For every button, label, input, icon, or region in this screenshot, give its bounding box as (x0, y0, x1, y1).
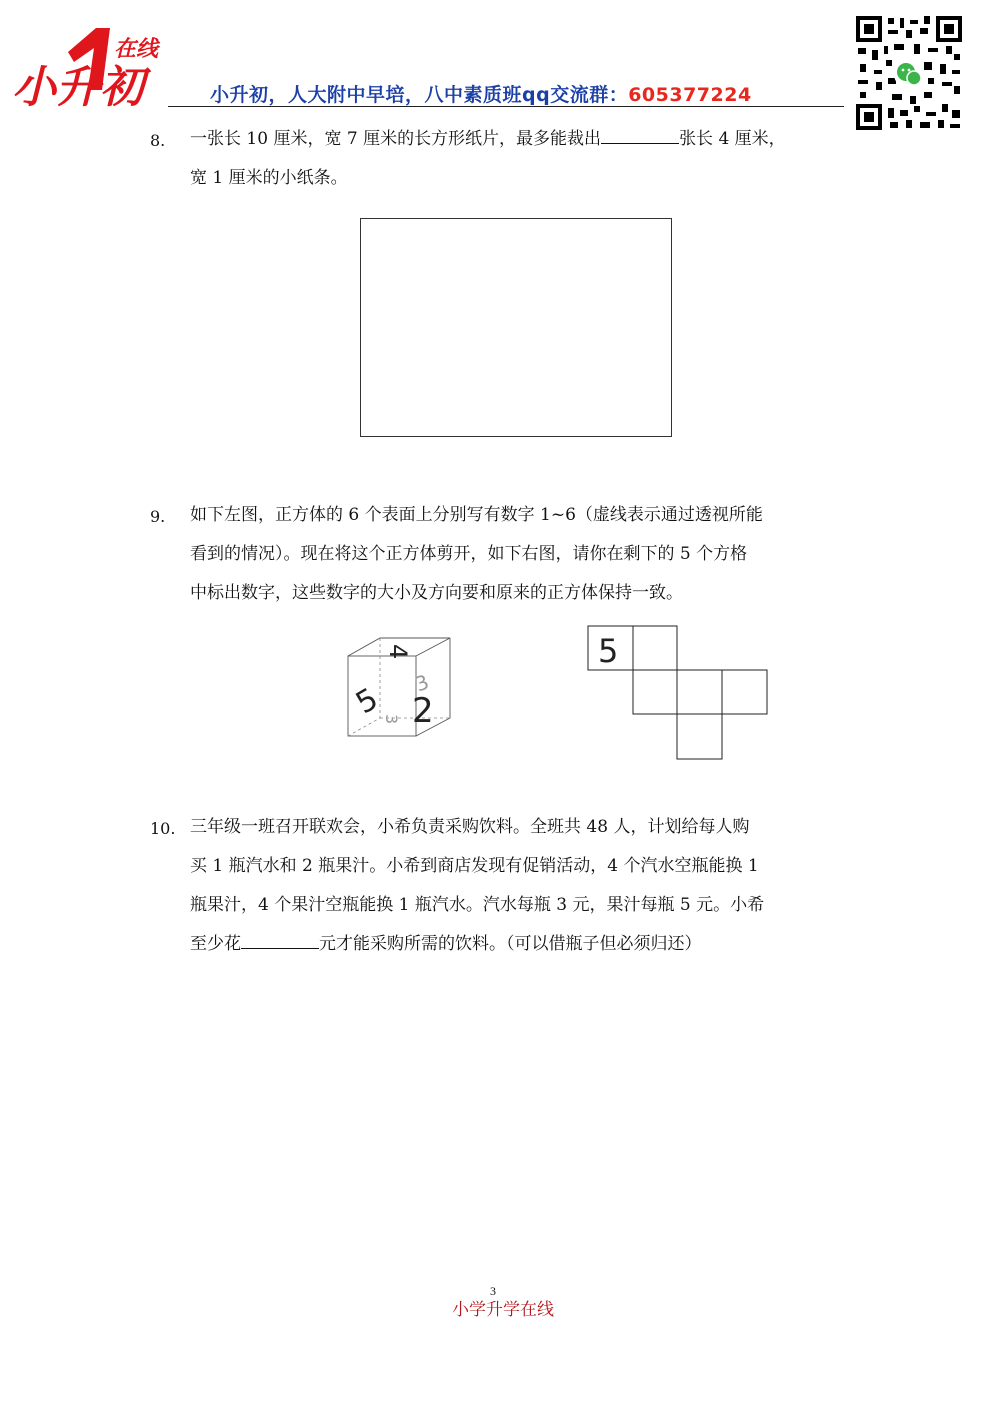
question-9-number: 9. (150, 507, 166, 526)
question-10-line-3: 瓶果汁，4 个果汁空瓶能换 1 瓶汽水。汽水每瓶 3 元，果汁每瓶 5 元。小希 (190, 895, 765, 915)
logo-main-text: 小升初 (12, 62, 144, 110)
header-divider (168, 106, 844, 107)
question-8-line-2: 宽 1 厘米的小纸条。 (190, 168, 348, 188)
answer-blank-8[interactable] (601, 121, 679, 144)
cube-face-bottom: 3 (382, 714, 401, 725)
footer-site-name: 小学升学在线 (452, 1300, 554, 1320)
question-8-line-1 (190, 120, 840, 159)
question-10-number: 10. (150, 819, 176, 838)
question-9-line-3: 中标出数字，这些数字的大小及方向要和原来的正方体保持一致。 (190, 583, 683, 603)
question-8-line-1b: 张长 4 厘米， (679, 129, 786, 149)
cube-face-top: 4 (384, 644, 412, 660)
question-9-line-1: 如下左图，正方体的 6 个表面上分别写有数字 1~6（虚线表示通过透视所能 (190, 505, 763, 525)
question-8-text (190, 120, 840, 198)
cube-face-right: 2 (412, 691, 434, 731)
qr-code (854, 14, 964, 132)
banner-text: 小升初，人大附中早培，八中素质班qq交流群： (210, 84, 629, 106)
question-8-line-1a: 一张长 10 厘米，宽 7 厘米的长方形纸片，最多能裁出 (190, 129, 602, 149)
qq-number: 605377224 (628, 84, 752, 106)
cube-face-left: 5 (350, 681, 385, 722)
question-9-line-2: 看到的情况）。现在将这个正方体剪开，如下右图，请你在剩下的 5 个方格 (190, 544, 748, 564)
question-10-line-2: 买 1 瓶汽水和 2 瓶果汁。小希到商店发现有促销活动，4 个汽水空瓶能换 1 (190, 856, 759, 876)
question-8-number: 8. (150, 131, 166, 150)
paper-rectangle-figure (360, 218, 672, 437)
answer-blank-10[interactable] (241, 926, 319, 949)
question-10-line-1: 三年级一班召开联欢会，小希负责采购饮料。全班共 48 人，计划给每人购 (190, 817, 750, 837)
qr-code-graphic (854, 14, 964, 132)
header-banner (210, 80, 752, 107)
question-10-text (190, 808, 840, 964)
question-10-line-4a: 至少花 (190, 934, 241, 954)
cube-face-back: 3 (411, 669, 433, 697)
brand-logo (10, 22, 180, 110)
question-10-line-4 (190, 925, 840, 964)
cube-net-figure (586, 625, 770, 761)
cube-figure (340, 632, 458, 744)
page-number: 3 (490, 1284, 496, 1298)
question-10-line-4b: 元才能采购所需的饮料。（可以借瓶子但必须归还） (319, 934, 702, 954)
question-9-text (190, 496, 840, 613)
net-face-label: 5 (598, 632, 619, 670)
logo-sub-text: 在线 (114, 37, 159, 62)
